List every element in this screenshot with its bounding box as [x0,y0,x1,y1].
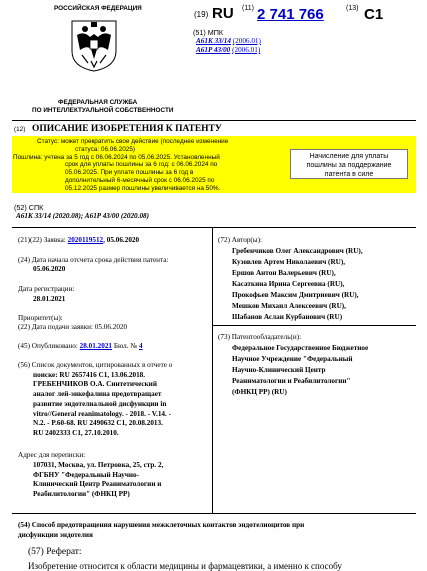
application-label: (21)(22) Заявка: [18,236,68,244]
document-title: ОПИСАНИЕ ИЗОБРЕТЕНИЯ К ПАТЕНТУ [32,124,222,134]
bulletin-number-link[interactable]: 4 [138,342,143,350]
code-19: (19) [194,10,209,19]
status-line: Пошлина: учтена за 5 год с 06.06.2024 по 05.06.2025. Установленный [13,153,220,161]
ipc-class-link[interactable]: A61P 43/00 [196,46,231,54]
status-text [13,138,283,193]
divider [12,513,416,514]
invention-title-line: дисфункции эндотелия [18,530,93,539]
reference-line: (56) Список документов, цитированных в отчете о [18,361,173,369]
reference-line: аналог лей-энкефалина предотвращает [33,390,162,399]
abstract-label: (57) Реферат: [28,547,82,557]
fee-calculation-button[interactable] [290,149,408,179]
reference-line: ГРЕБЕНЧИКОВ О.А. Синтетический [33,380,157,389]
holder-line: Реаниматологии и Реабилитологии" [232,377,351,385]
author-item: Кузовлев Артем Николаевич (RU), [232,258,346,266]
holder-line: (ФНКЦ РР) (RU) [232,388,287,396]
authors-label: (72) Автор(ы): [218,236,263,244]
author-item: Гребенчиков Олег Александрович (RU), [232,247,363,255]
reference-line: поиске: RU 2657416 C1, 13.06.2018. [33,370,146,379]
ipc-date: (2006.01) [232,46,261,54]
status-line: дополнительный 6-месячный срок с 06.06.2025 по [65,176,215,184]
fee-button-line: патента в силе [324,171,374,178]
address-line: Клинический Центр Реаниматологии и [33,480,162,489]
term-start-label: (24) Дата начала отсчета срока действия патента: [18,256,169,264]
reference-line: vitro//General reanimatology. - 2018. - V.14. - [33,409,172,418]
reference-line: N.2. - P.60-68. RU 2490632 C1, 20.08.2013. [33,419,163,428]
publication-line [18,342,143,351]
patent-number-link[interactable]: 2 741 766 [257,6,324,23]
ipc-line-2 [196,46,260,55]
agency-name-line1: ФЕДЕРАЛЬНАЯ СЛУЖБА [58,99,138,106]
code-13: (13) [346,5,359,12]
code-11: (11) [242,5,254,12]
holder-line: Федеральное Государственное Бюджетное [232,344,369,352]
reference-line: RU 2402333 C1, 27.10.2010. [33,428,119,437]
mpk-label: (51) МПК [193,28,224,37]
fee-button-line: Начисление для уплаты [309,153,389,160]
address-label: Адрес для переписки: [18,451,86,459]
divider [212,325,416,326]
fee-button-line: пошлины за поддержание [306,162,392,169]
code-12: (12) [14,126,26,133]
author-item: Прокофьев Максим Дмитриевич (RU), [232,291,359,299]
spk-classes: A61K 33/14 (2020.08); A61P 43/00 (2020.08) [16,212,150,220]
authors-list [232,246,416,323]
holder-line: Научно-Клинический Центр [232,366,326,374]
address-line: 107031, Москва, ул. Петровка, 25, стр. 2, [33,461,164,469]
registration-date: 28.01.2021 [33,295,66,303]
abstract-text: Изобретение относится к области медицины и фармацевтики, а именно к способу [28,561,342,571]
patent-holder [232,343,416,398]
country-name: РОССИЙСКАЯ ФЕДЕРАЦИЯ [54,5,142,12]
registration-label: Дата регистрации: [18,285,75,293]
holder-label: (73) Патентообладатель(и): [218,333,302,341]
application-line [18,236,139,245]
author-item: Касаткина Ирина Сергеевна (RU), [232,280,345,288]
application-number-link[interactable]: 2020119512 [67,236,104,244]
status-line: 05.12.2025 размер пошлины увеличивается на 50%. [65,184,221,192]
agency-name-line2: ПО ИНТЕЛЛЕКТУАЛЬНОЙ СОБСТВЕННОСТИ [32,107,174,114]
holder-line: Научное Учреждение "Федеральный [232,355,353,363]
status-line: срок для уплаты пошлины за 6 год: с 06.06.2024 по [65,161,218,169]
correspondence-address [33,461,211,500]
status-line: статуса: 06.06.2025) [75,145,135,153]
publication-label: (45) Опубликовано: [18,342,80,350]
kind-code: C1 [364,6,384,23]
author-item: Шабанов Аслан Курбанович (RU) [232,313,343,321]
application-date: , 05.06.2020 [103,236,140,244]
priority-label: Приоритет(ы): [18,314,63,322]
ipc-date: (2006.01) [232,37,261,45]
status-line: Статус: может прекратить свое действие (последнее изменение [37,138,229,145]
cited-references [18,361,210,439]
author-item: Мешков Михаил Алексеевич (RU), [232,302,346,310]
status-line: 05.06.2025. При уплате пошлины за 6 год в [65,169,194,177]
publication-date-link[interactable]: 28.01.2021 [79,342,113,350]
ipc-class-link[interactable]: A61K 33/14 [196,37,231,45]
author-item: Ершов Антон Валерьевич (RU), [232,269,336,277]
spk-label: (52) СПК [14,203,44,212]
divider [12,227,416,228]
bulletin-label: Бюл. № [112,342,139,350]
divider [12,120,416,121]
invention-title [18,521,418,540]
invention-title-line: (54) Способ предотвращения нарушения межклеточных контактов эндотелиоцитов при [18,521,305,529]
reference-line: развитие эндотелиальной дисфункции in [33,399,167,408]
term-start-date: 05.06.2020 [33,265,66,273]
ipc-line-1 [196,37,261,46]
filing-date-line: (22) Дата подачи заявки: 05.06.2020 [18,323,128,331]
country-code: RU [212,5,234,22]
coat-of-arms-emblem [68,17,120,73]
column-divider [212,227,213,513]
address-line: Реабилитологии" (ФНКЦ РР) [33,490,130,499]
address-line: ФГБНУ "Федеральный Научно- [33,470,140,479]
